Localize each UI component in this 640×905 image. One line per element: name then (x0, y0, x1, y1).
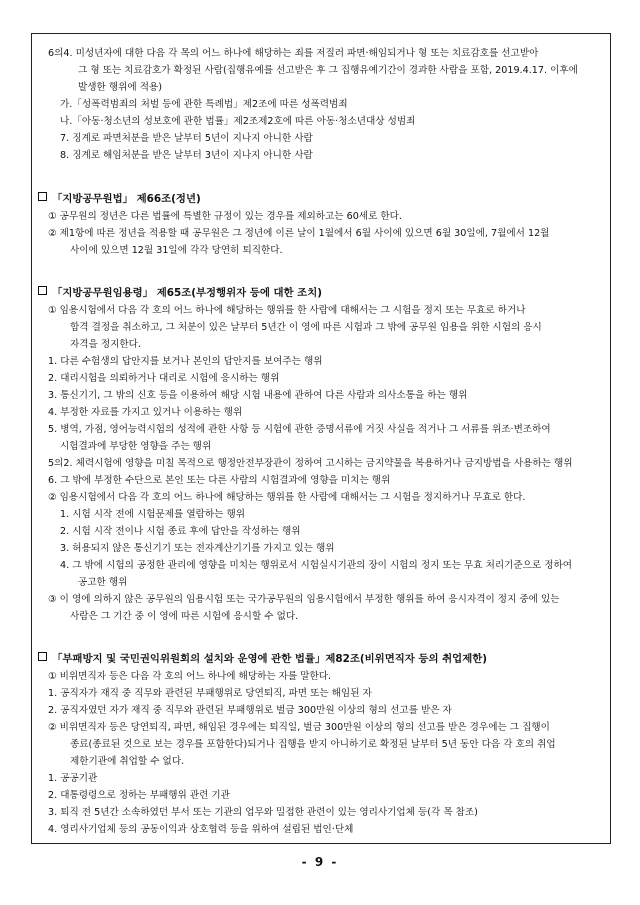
section-heading: 「부패방지 및 국민권익위원회의 설치와 운영에 관한 법률」제82조(비위면직자 등의 취업제한) (38, 650, 606, 668)
list-item: 2. 공직자였던 자가 재직 중 직무와 관련된 부패행위로 벌금 300만원 이상의 형의 선고를 받은 자 (48, 705, 452, 716)
list-item: 1. 공직자가 재직 중 직무와 관련된 부패행위로 당연퇴직, 파면 또는 해임된 자 (48, 688, 372, 699)
square-bullet-icon (38, 652, 47, 661)
list-item: 1. 공공기관 (48, 773, 98, 784)
list-item: 4. 영리사기업체 등의 공동이익과 상호협력 등을 위하여 설립된 법인·단체 (48, 824, 354, 835)
section-misconduct-measures (42, 284, 606, 625)
list-item: 4. 부정한 자료를 가지고 있거나 이용하는 행위 (48, 407, 243, 418)
section-heading: 「지방공무원법」 제66조(정년) (38, 190, 606, 208)
list-item: 2. 대리시험을 의뢰하거나 대리로 시험에 응시하는 행위 (48, 373, 280, 384)
paragraph: ③ 이 영에 의하지 않은 공무원의 임용시험 또는 국가공무원의 임용시험에서 부정한 행위를 하여 응시자격이 정지 중에 있는 (48, 594, 560, 605)
clause-ga: 가.「성폭력범죄의 처벌 등에 관한 특례법」제2조에 따른 성폭력범죄 (60, 99, 348, 110)
paragraph: ② 임용시험에서 다음 각 호의 어느 하나에 해당하는 행위를 한 사람에 대해서는 그 시험을 정지하거나 무효로 한다. (48, 492, 526, 503)
paragraph: 종료(종료된 것으로 보는 경우를 포함한다)되거나 집행을 받지 아니하기로 확정된 날부터 5년 동안 다음 각 호의 취업 (70, 739, 556, 750)
paragraph: 자격을 정지한다. (70, 339, 141, 350)
section-employment-restriction (42, 650, 606, 838)
paragraph: 합격 결정을 취소하고, 그 처분이 있은 날부터 5년간 이 영에 따른 시험과 그 밖에 공무원 임용을 위한 시험의 응시 (70, 322, 542, 333)
section-heading: 「지방공무원임용령」 제65조(부정행위자 등에 대한 조치) (38, 284, 606, 302)
paragraph: ② 제1항에 따른 정년을 적용할 때 공무원은 그 정년에 이른 날이 1월에서 6월 사이에 있으면 6월 30일에, 7월에서 12월 (48, 228, 550, 239)
list-item: 6. 그 밖에 부정한 수단으로 본인 또는 다른 사람의 시험결과에 영향을 미치는 행위 (48, 475, 391, 486)
list-item: 시험결과에 부당한 영향을 주는 행위 (60, 441, 212, 452)
paragraph: ① 임용시험에서 다음 각 호의 어느 하나에 해당하는 행위를 한 사람에 대해서는 그 시험을 정지 또는 무효로 하거나 (48, 305, 526, 316)
list-item: 3. 통신기기, 그 밖의 신호 등을 이용하여 해당 시험 내용에 관하여 다른 사람과 의사소통을 하는 행위 (48, 390, 468, 401)
paragraph: 사람은 그 기간 중 이 영에 따른 시험에 응시할 수 없다. (70, 611, 299, 622)
list-item: 2. 대통령령으로 정하는 부패행위 관련 기관 (48, 790, 230, 801)
list-item: 공고한 행위 (78, 577, 128, 588)
square-bullet-icon (38, 286, 47, 295)
clause-7: 7. 징계로 파면처분을 받은 날부터 5년이 지나지 아니한 사람 (60, 133, 313, 144)
list-item: 3. 허용되지 않은 통신기기 또는 전자계산기기를 가지고 있는 행위 (60, 543, 335, 554)
paragraph: ① 공무원의 정년은 다른 법률에 특별한 규정이 있는 경우를 제외하고는 60세로 한다. (48, 211, 402, 222)
list-item: 1. 다른 수험생의 답안지를 보거나 본인의 답안지를 보여주는 행위 (48, 356, 323, 367)
section-retirement-age (42, 190, 606, 259)
paragraph: 사이에 있으면 12월 31일에 각각 당연히 퇴직한다. (70, 245, 283, 256)
paragraph: ① 비위면직자 등은 다음 각 호의 어느 하나에 해당하는 자를 말한다. (48, 671, 332, 682)
list-item: 4. 그 밖에 시험의 공정한 관리에 영향을 미치는 행위로서 시험실시기관의 장이 시험의 정지 또는 무효 처리기준으로 정하여 (60, 560, 573, 571)
clause-6-4-line1: 6의4. 미성년자에 대한 다음 각 목의 어느 하나에 해당하는 죄를 저질러 파면·해임되거나 형 또는 치료감호를 선고받아 (48, 48, 539, 59)
clause-8: 8. 징계로 해임처분을 받은 날부터 3년이 지나지 아니한 사람 (60, 150, 313, 161)
clause-6-4-line3: 발생한 행위에 적용) (78, 82, 162, 93)
disqualification-list (42, 45, 606, 164)
paragraph: 제한기관에 취업할 수 없다. (70, 756, 185, 767)
list-item: 3. 퇴직 전 5년간 소속하였던 부서 또는 기관의 업무와 밀접한 관련이 있는 영리사기업체 등(각 목 참조) (48, 807, 478, 818)
list-item: 5의2. 체력시험에 영향을 미칠 목적으로 행정안전부장관이 정하여 고시하는 금지약물을 복용하거나 금지방법을 사용하는 행위 (48, 458, 573, 469)
list-item: 2. 시험 시작 전이나 시험 종료 후에 답안을 작성하는 행위 (60, 526, 301, 537)
clause-6-4-line2: 그 형 또는 치료감호가 확정된 사람(집행유예를 선고받은 후 그 집행유예기간이 경과한 사람을 포함, 2019.4.17. 이후에 (78, 65, 578, 76)
clause-na: 나.「아동·청소년의 성보호에 관한 법률」제2조제2호에 따른 아동·청소년대상 성범죄 (60, 116, 416, 127)
list-item: 5. 병역, 가점, 영어능력시험의 성적에 관한 사항 등 시험에 관한 증명서류에 거짓 사실을 적거나 그 서류를 위조·변조하여 (48, 424, 551, 435)
page-number: - 9 - (301, 855, 339, 869)
paragraph: ② 비위면직자 등은 당연퇴직, 파면, 해임된 경우에는 퇴직일, 벌금 300만원 이상의 형의 선고를 받은 경우에는 그 집행이 (48, 722, 550, 733)
square-bullet-icon (38, 192, 47, 201)
list-item: 1. 시험 시작 전에 시험문제를 열람하는 행위 (60, 509, 245, 520)
